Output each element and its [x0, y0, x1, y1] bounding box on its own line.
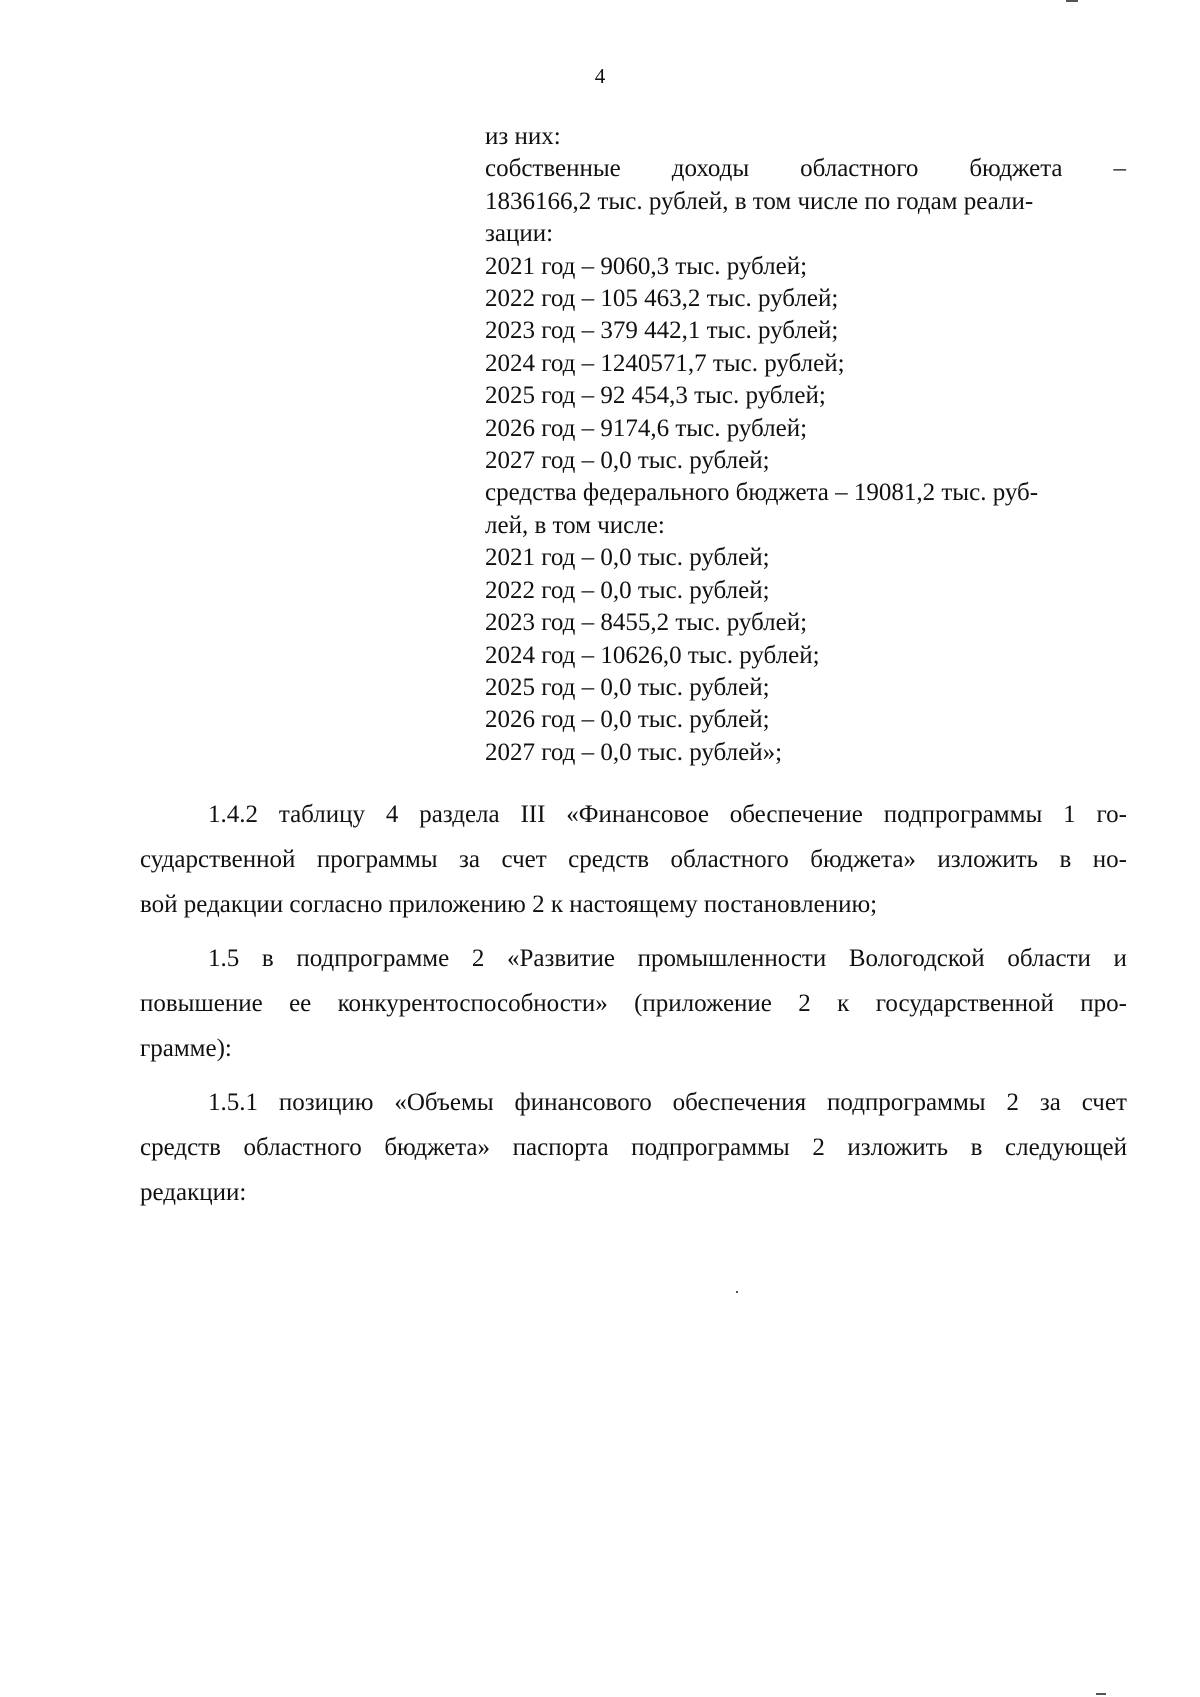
funding-line: 2023 год – 8455,2 тыс. рублей;: [485, 609, 808, 637]
paragraph-line: средств областного бюджета» паспорта подпрограммы 2 изложить в следующей: [140, 1134, 1127, 1161]
own-income-word: областного: [800, 155, 919, 183]
scan-speck: [1096, 1693, 1106, 1695]
funding-line: 2027 год – 0,0 тыс. рублей;: [485, 447, 770, 475]
funding-line: 2022 год – 105 463,2 тыс. рублей;: [485, 285, 839, 313]
paragraph-line: грамме):: [140, 1035, 232, 1062]
own-income-word: –: [1113, 155, 1126, 183]
paragraph-1-4-2: [140, 792, 1127, 927]
funding-line: 2021 год – 9060,3 тыс. рублей;: [485, 252, 808, 280]
page-number: 4: [594, 64, 606, 88]
paragraph-line: 1.5.1 позицию «Объемы финансового обеспечения подпрограммы 2 за счет: [208, 1089, 1127, 1116]
funding-line: 1836166,2 тыс. рублей, в том числе по годам реали-: [485, 187, 1034, 215]
funding-line: 2024 год – 10626,0 тыс. рублей;: [485, 641, 820, 669]
funding-line: 2026 год – 9174,6 тыс. рублей;: [485, 414, 808, 442]
funding-line: 2024 год – 1240571,7 тыс. рублей;: [485, 349, 845, 377]
funding-line: лей, в том числе:: [485, 511, 665, 539]
paragraph-line: сударственной программы за счет средств областного бюджета» изложить в но-: [140, 846, 1127, 873]
main-text: [140, 792, 1127, 1224]
own-income-word: бюджета: [969, 155, 1063, 183]
paragraph-line: 1.5 в подпрограмме 2 «Развитие промышленности Вологодской области и: [208, 945, 1127, 972]
scan-speck: [1066, 0, 1078, 2]
funding-line: средства федерального бюджета – 19081,2 тыс. руб-: [485, 479, 1039, 507]
paragraph-line: 1.4.2 таблицу 4 раздела III «Финансовое обеспечение подпрограммы 1 го-: [208, 801, 1127, 828]
funding-line: 2022 год – 0,0 тыс. рублей;: [485, 576, 770, 604]
funding-line: 2025 год – 0,0 тыс. рублей;: [485, 673, 770, 701]
funding-line: 2026 год – 0,0 тыс. рублей;: [485, 706, 770, 734]
paragraph-1-5: [140, 936, 1127, 1071]
paragraph-line: вой редакции согласно приложению 2 к настоящему постановлению;: [140, 891, 878, 918]
funding-line: 2021 год – 0,0 тыс. рублей;: [485, 544, 770, 572]
own-income-word: собственные: [485, 155, 621, 183]
own-income-line: [485, 153, 1126, 185]
own-income-word: доходы: [671, 155, 750, 183]
funding-line: 2023 год – 379 442,1 тыс. рублей;: [485, 317, 839, 345]
funding-line: из них:: [485, 123, 561, 150]
paragraph-line: редакции:: [140, 1179, 247, 1206]
funding-volumes-block: [485, 121, 1126, 769]
paragraph-1-5-1: [140, 1080, 1127, 1215]
funding-line: 2027 год – 0,0 тыс. рублей»;: [485, 738, 783, 766]
paragraph-line: повышение ее конкурентоспособности» (приложение 2 к государственной про-: [140, 990, 1127, 1017]
scan-speck: [736, 1291, 738, 1293]
funding-line: зации:: [485, 220, 554, 248]
funding-line: 2025 год – 92 454,3 тыс. рублей;: [485, 382, 826, 410]
